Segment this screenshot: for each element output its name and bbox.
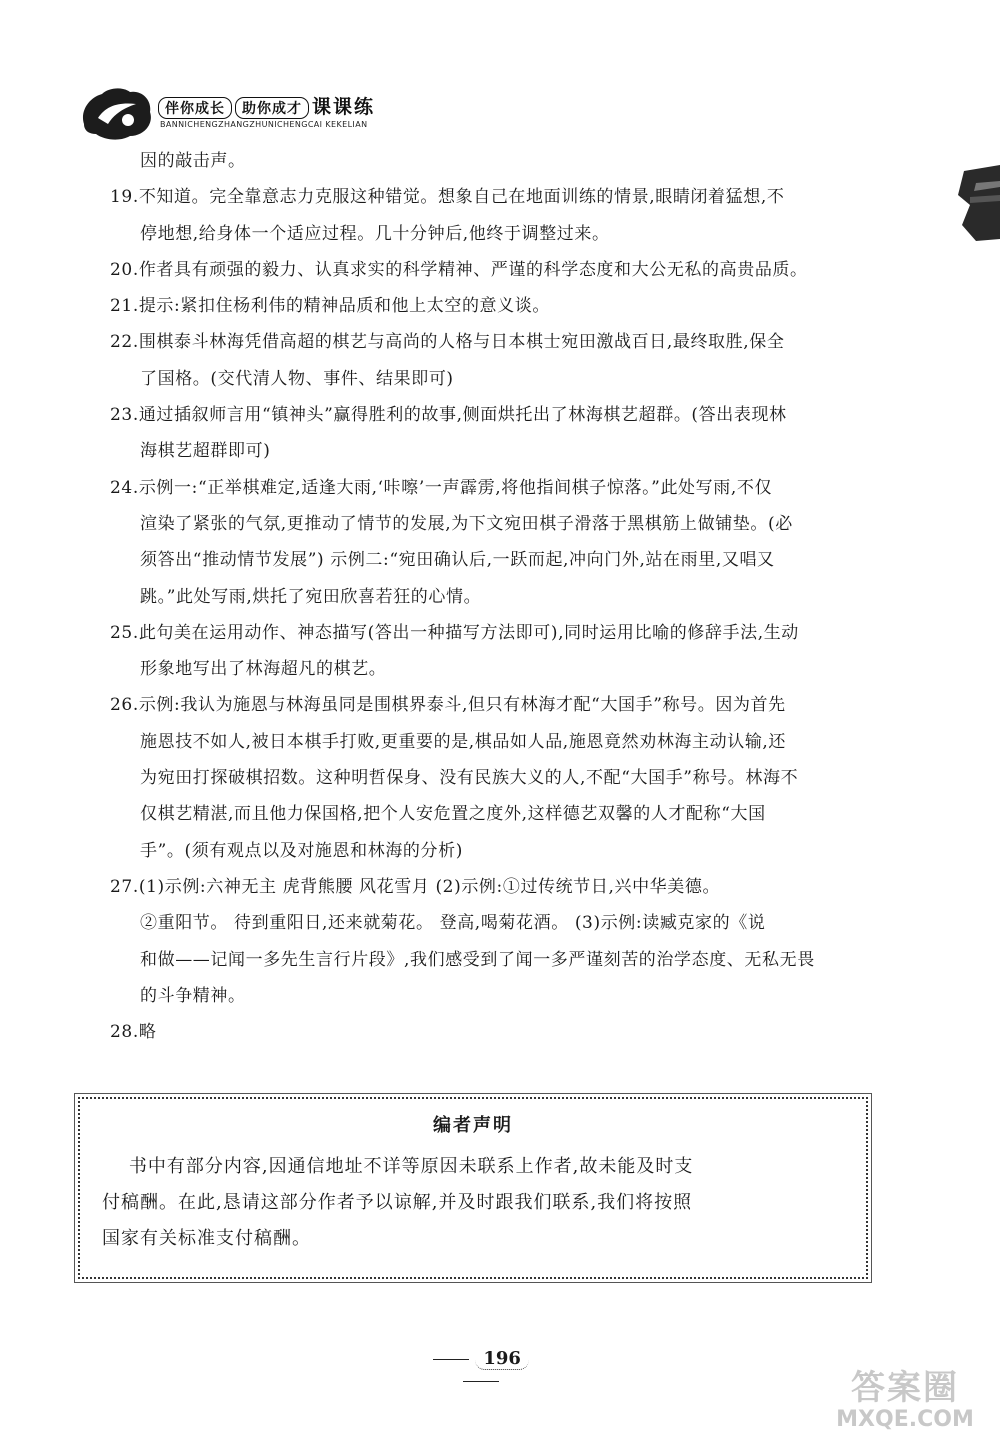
page-number: [416, 1348, 546, 1378]
answer-line: 跳。”此处写雨,烘托了宛田欣喜若狂的心情。: [140, 586, 482, 607]
page-number-rule-left: [433, 1359, 469, 1360]
answer-line: 渲染了紧张的气氛,更推动了情节的发展,为下文宛田棋子滑落于黑棋筋上做铺垫。(必: [140, 513, 793, 534]
watermark-cn: 答案圈: [851, 1368, 959, 1408]
answer-line: 形象地写出了林海超凡的棋艺。: [140, 659, 387, 680]
answer-line: 25.此句美在运用动作、神态描写(答出一种描写方法即可),同时运用比喻的修辞手法,生动: [110, 622, 799, 643]
notice-title: 编者声明: [433, 1115, 513, 1136]
answer-line: 28.略: [110, 1022, 157, 1043]
answer-line: 施恩技不如人,被日本棋手打败,更重要的是,棋品如人品,施恩竟然劝林海主动认输,还: [140, 731, 787, 752]
site-watermark: [820, 1360, 990, 1432]
answer-line: 仅棋艺精湛,而且他力保国格,把个人安危置之度外,这样德艺双馨的人才配称“大国: [140, 804, 766, 825]
answer-line: 因的敲击声。: [140, 151, 246, 171]
brand-pinyin: BANNICHENGZHANGZHUNICHENGCAI KEKELIAN: [160, 120, 368, 129]
answer-line: 和做——记闻一多先生言行片段》,我们感受到了闻一多严谨刻苦的治学态度、无私无畏: [140, 949, 815, 970]
answer-line: 为宛田打探破棋招数。这种明哲保身、没有民族大义的人,不配“大国手”称号。林海不: [140, 768, 799, 789]
watermark-en: MXQE.COM: [836, 1407, 974, 1432]
answer-line: 停地想,给身体一个适应过程。几十分钟后,他终于调整过来。: [140, 223, 610, 244]
editor-notice-box: [78, 1097, 868, 1279]
notice-line: 国家有关标准支付稿酬。: [102, 1228, 311, 1249]
brand-big-title: 课课练: [312, 96, 376, 118]
page-number-rule-right: [463, 1381, 499, 1382]
answer-line: ②重阳节。 待到重阳日,还来就菊花。 登高,喝菊花酒。 (3)示例:读臧克家的《说: [140, 913, 766, 934]
notice-line: 书中有部分内容,因通信地址不详等原因未联系上作者,故未能及时支: [102, 1156, 694, 1177]
page-edge-tab: [956, 165, 1000, 245]
answer-line: 了国格。(交代清人物、事件、结果即可): [140, 368, 454, 389]
answer-line: 24.示例一:“正举棋难定,适逢大雨,‘咔嚓’一声霹雳,将他指间棋子惊落。”此处写雨,不仅: [110, 477, 773, 498]
brand-pill-1: 伴你成长: [158, 97, 232, 119]
answer-line: 海棋艺超群即可): [140, 441, 271, 462]
brand-logo-icon: [78, 84, 154, 142]
answer-line: 19.不知道。完全靠意志力克服这种错觉。想象自己在地面训练的情景,眼睛闭着猛想,不: [110, 187, 785, 208]
answer-line: 26.示例:我认为施恩与林海虽同是围棋界泰斗,但只有林海才配“大国手”称号。因为首先: [110, 695, 786, 716]
answer-line: 手”。(须有观点以及对施恩和林海的分析): [140, 840, 463, 861]
answer-line: 的斗争精神。: [140, 985, 246, 1006]
page-number-value: 196: [475, 1348, 529, 1370]
brand-pill-2: 助你成才: [235, 97, 309, 119]
answer-line: 20.作者具有顽强的毅力、认真求实的科学精神、严谨的科学态度和大公无私的高贵品质。: [110, 259, 808, 280]
answer-line: 22.围棋泰斗林海凭借高超的棋艺与高尚的人格与日本棋士宛田激战百日,最终取胜,保全: [110, 332, 785, 353]
answer-line: 23.通过插叙师言用“镇神头”赢得胜利的故事,侧面烘托出了林海棋艺超群。(答出表现林: [110, 405, 787, 426]
answer-line: 27.(1)示例:六神无主 虎背熊腰 风花雪月 (2)示例:①过传统节日,兴中华美德。: [110, 876, 721, 897]
page-header: [78, 78, 418, 148]
answer-line: 须答出“推动情节发展”) 示例二:“宛田确认后,一跃而起,冲向门外,站在雨里,又唱又: [140, 550, 775, 571]
notice-line: 付稿酬。在此,恳请这部分作者予以谅解,并及时跟我们联系,我们将按照: [102, 1192, 693, 1213]
notice-body: [102, 1149, 846, 1257]
answer-content: [110, 143, 880, 1050]
answer-line: 21.提示:紧扣住杨利伟的精神品质和他上太空的意义谈。: [110, 296, 550, 317]
brand-title: [158, 92, 375, 119]
